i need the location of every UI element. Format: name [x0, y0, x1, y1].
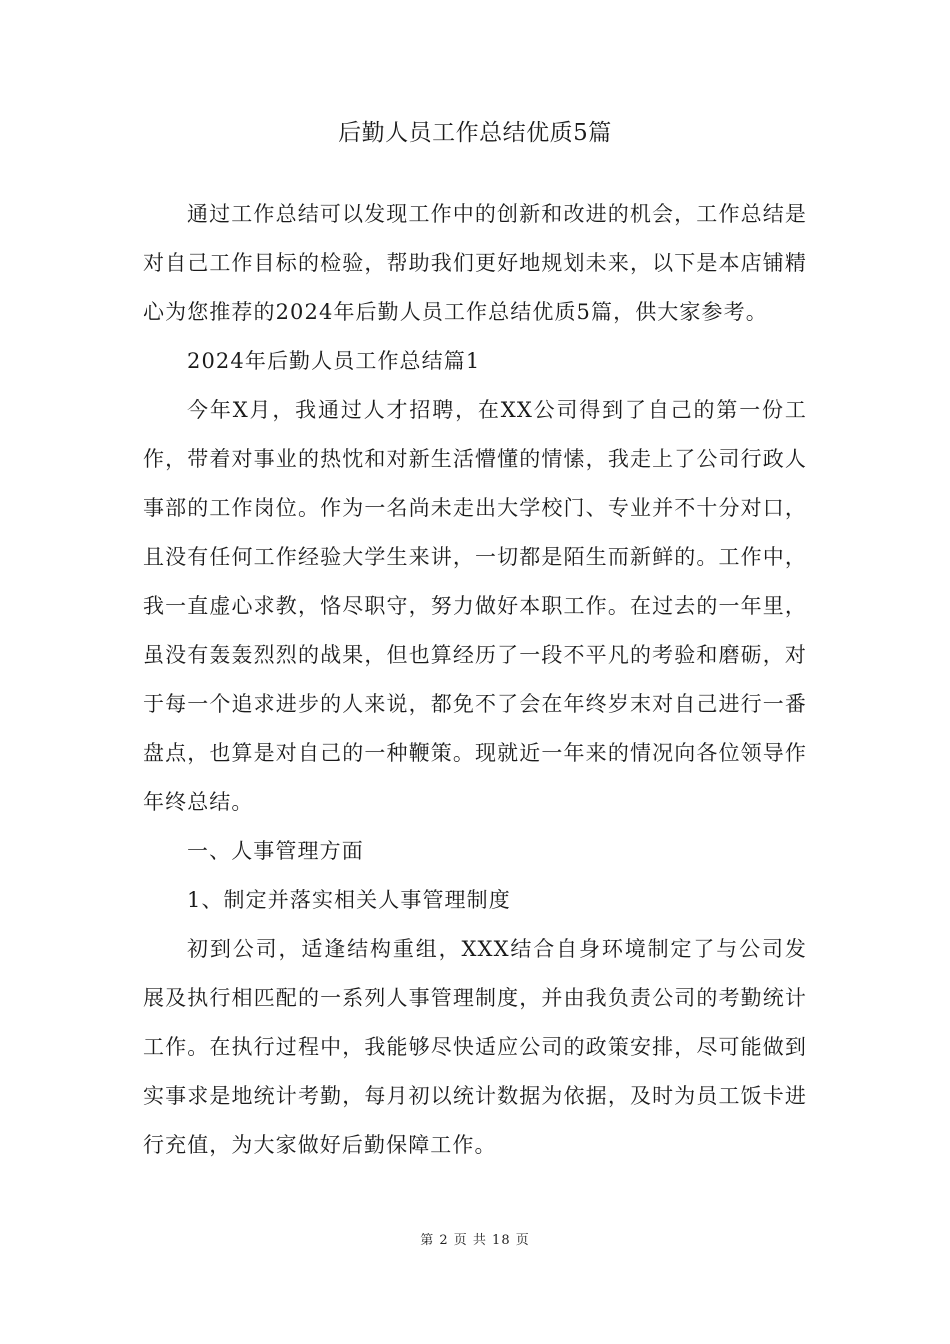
item-heading: 1、制定并落实相关人事管理制度 [187, 888, 511, 912]
body-paragraph: 初到公司，适逢结构重组，XXX结合自身环境制定了与公司发展及执行相匹配的一系列人事管理制度，并由我负责公司的考勤统计工作。在执行过程中，我能够尽快适应公司的政策安排，尽可能做到实事求是地统计考勤，每月初以统计数据为依据，及时为员工饭卡进行充值，为大家做好后勤保障工作。 [143, 937, 807, 1157]
document-title: 后勤人员工作总结优质5篇 [338, 120, 612, 146]
body-paragraph: 今年X月，我通过人才招聘，在XX公司得到了自己的第一份工作，带着对事业的热忱和对新生活懵懂的情愫，我走上了公司行政人事部的工作岗位。作为一名尚未走出大学校门、专业并不十分对口，且没有任何工作经验大学生来讲，一切都是陌生而新鲜的。工作中，我一直虚心求教，恪尽职守，努力做好本职工作。在过去的一年里，虽没有轰轰烈烈的战果，但也算经历了一段不平凡的考验和磨砺，对于每一个追求进步的人来说，都免不了会在年终岁末对自己进行一番盘点，也算是对自己的一种鞭策。现就近一年来的情况向各位领导作年终总结。 [143, 398, 807, 814]
intro-paragraph: 通过工作总结可以发现工作中的创新和改进的机会，工作总结是对自己工作目标的检验，帮助我们更好地规划未来，以下是本店铺精心为您推荐的2024年后勤人员工作总结优质5篇，供大家参考。 [143, 202, 807, 324]
subsection-heading: 一、人事管理方面 [187, 839, 364, 863]
section-heading: 2024年后勤人员工作总结篇1 [187, 349, 481, 373]
document-body [143, 190, 807, 1170]
page-number: 第 2 页 共 18 页 [420, 1233, 530, 1248]
